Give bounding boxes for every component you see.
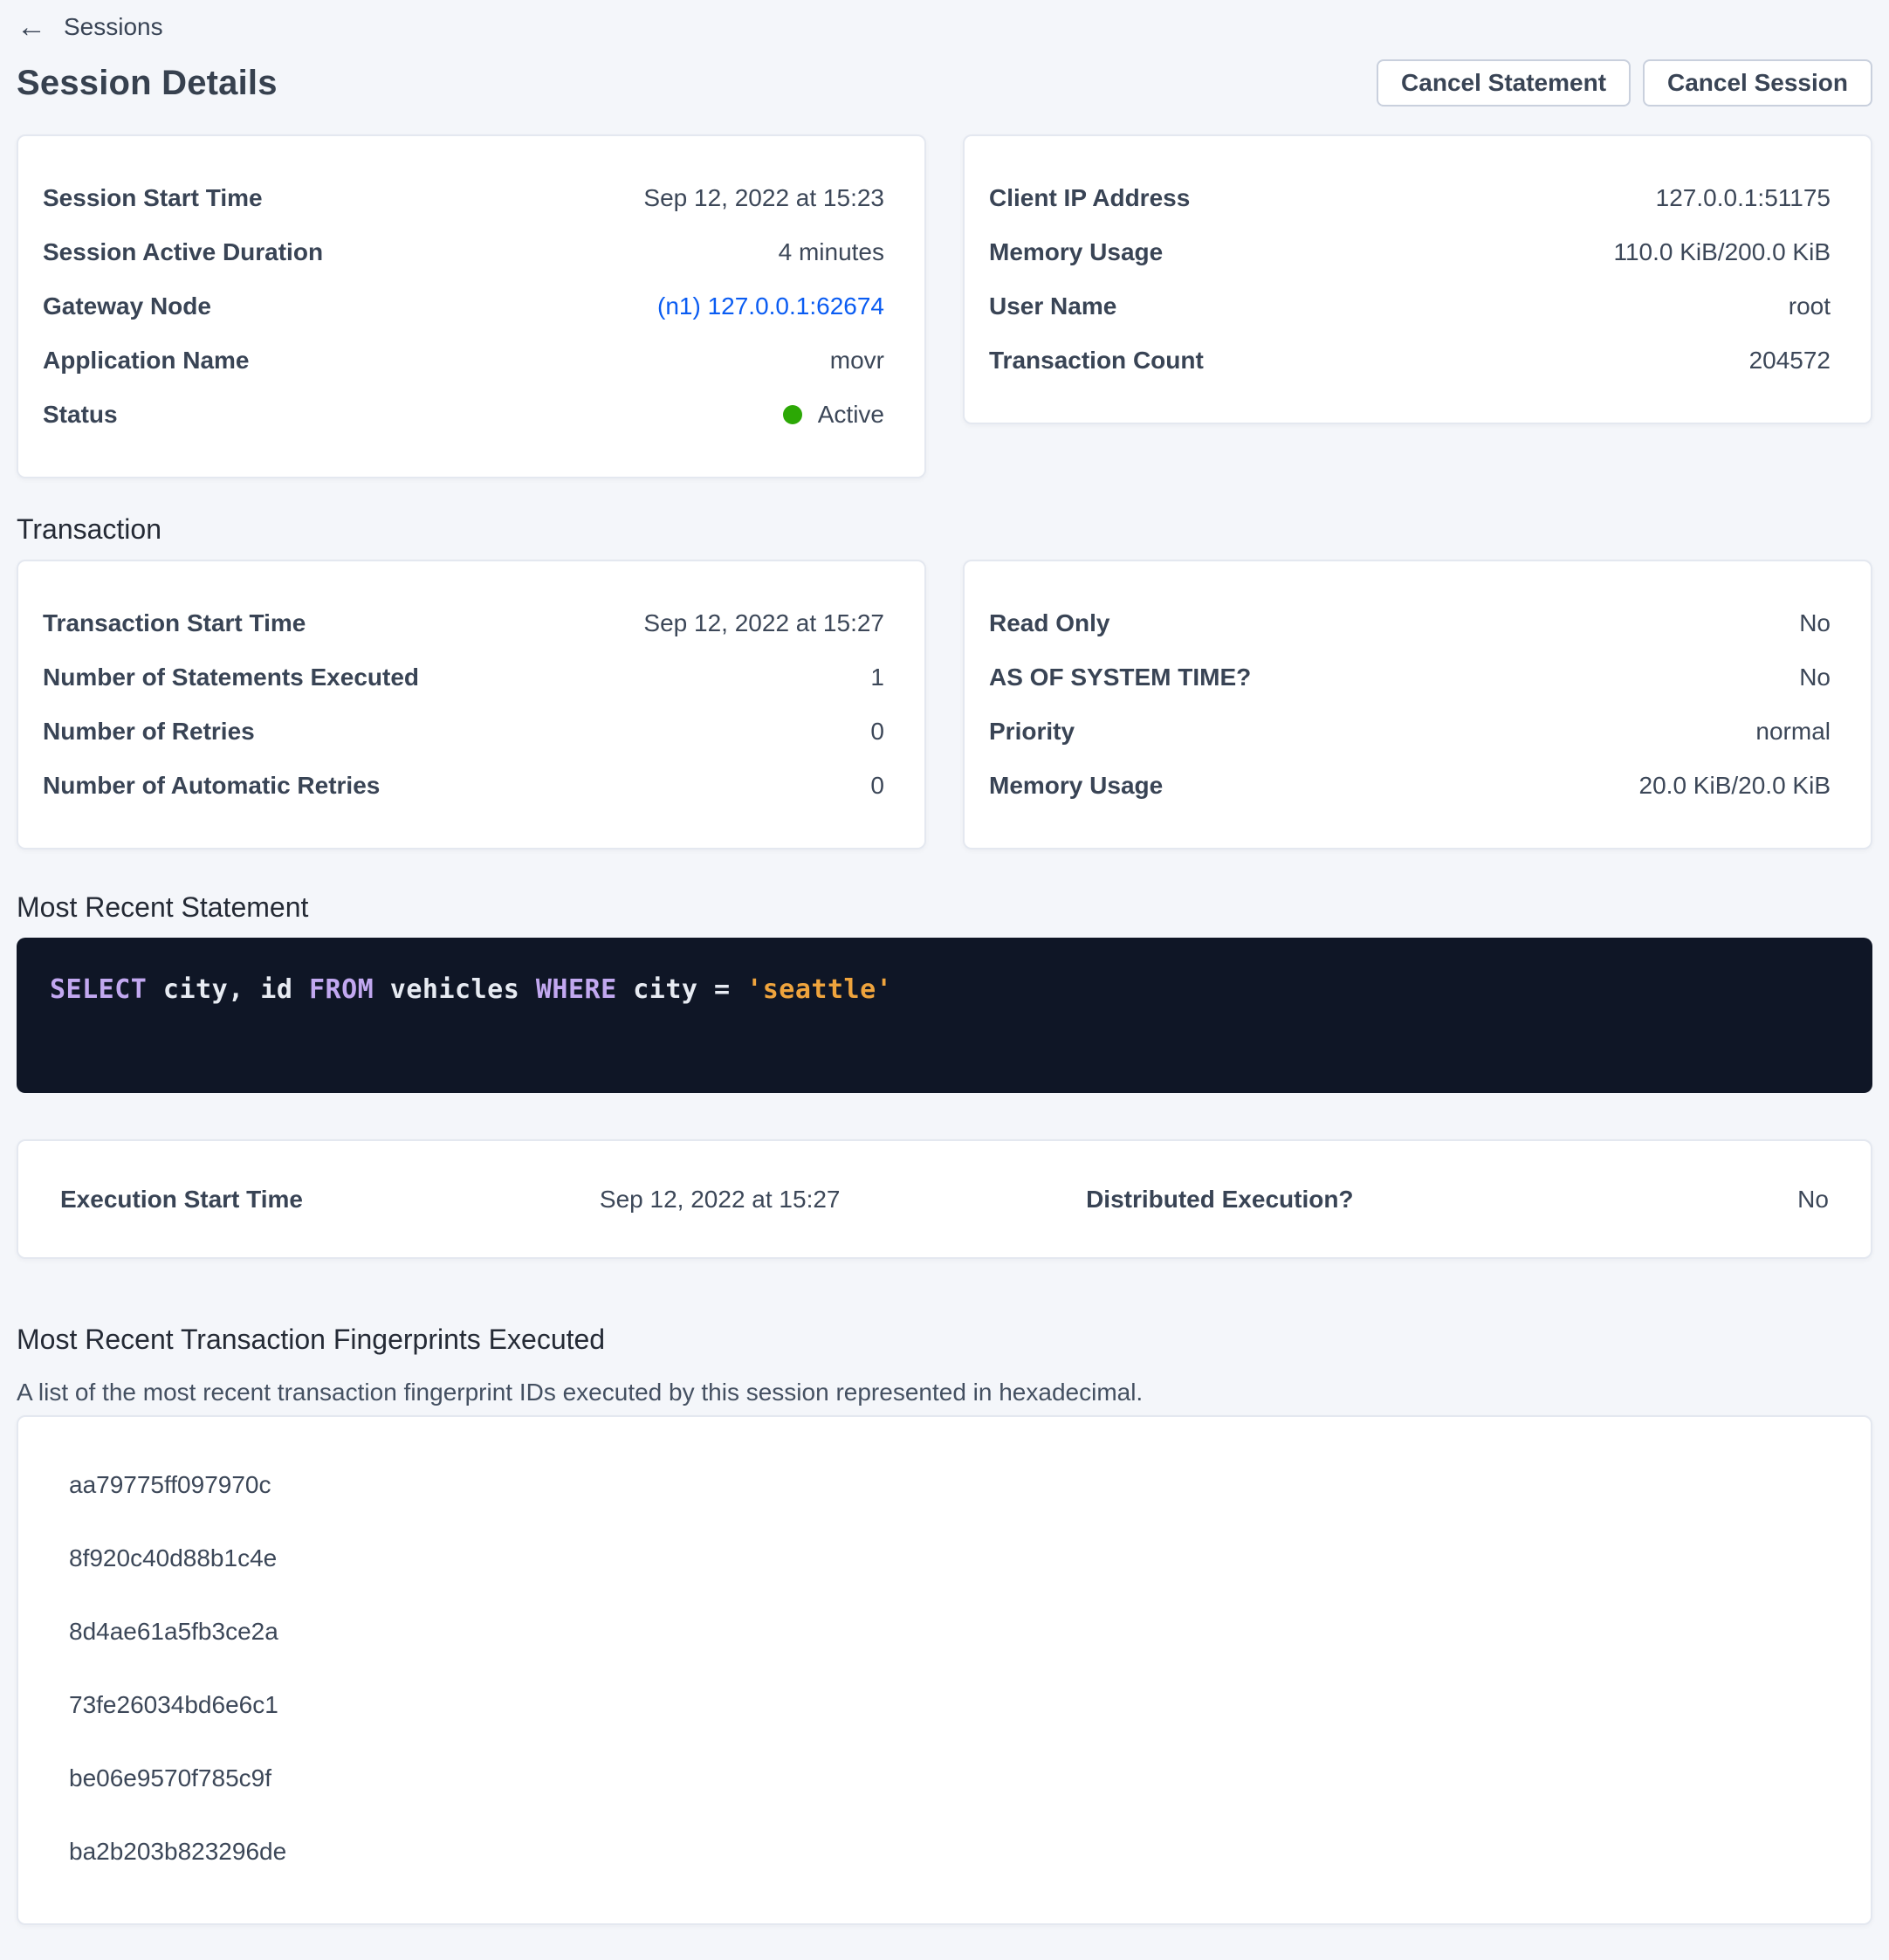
- execution-start-time-value: Sep 12, 2022 at 15:27: [599, 1185, 841, 1213]
- automatic-retries-row: [43, 759, 884, 813]
- fingerprint-item: aa79775ff097970c: [69, 1471, 271, 1498]
- txn-memory-usage-row: [989, 759, 1831, 813]
- row-label: Transaction Count: [989, 347, 1204, 374]
- priority-row: [989, 705, 1831, 759]
- row-value: movr: [829, 347, 884, 374]
- sql-text: vehicles: [374, 974, 536, 1005]
- retries-row: [43, 705, 884, 759]
- client-ip-row: [989, 171, 1831, 225]
- client-info-card: [963, 134, 1872, 424]
- memory-usage-row: [989, 225, 1831, 279]
- fingerprints-card: [17, 1415, 1872, 1925]
- distributed-execution-value: No: [1797, 1185, 1829, 1213]
- row-label: Number of Statements Executed: [43, 664, 419, 691]
- gateway-node-link[interactable]: (n1) 127.0.0.1:62674: [657, 292, 884, 320]
- transaction-right-card: [963, 560, 1872, 849]
- row-value: Sep 12, 2022 at 15:27: [643, 609, 884, 636]
- page-header: [17, 59, 1872, 107]
- back-link-label: Sessions: [64, 13, 163, 40]
- row-value: No: [1799, 664, 1831, 691]
- sql-string-literal: 'seattle': [746, 974, 893, 1005]
- session-info-card: [17, 134, 926, 478]
- fingerprint-item: 73fe26034bd6e6c1: [69, 1691, 278, 1718]
- header-actions: [1377, 59, 1872, 107]
- row-label: Status: [43, 401, 118, 428]
- fingerprint-item: 8f920c40d88b1c4e: [69, 1544, 278, 1571]
- row-value: normal: [1755, 718, 1831, 745]
- row-value: 4 minutes: [778, 238, 884, 265]
- execution-row: [60, 1186, 1829, 1214]
- row-label: User Name: [989, 292, 1117, 320]
- sql-keyword: SELECT: [50, 974, 148, 1005]
- execution-start-time-label: Execution Start Time: [60, 1185, 304, 1213]
- row-label: Priority: [989, 718, 1075, 745]
- row-label: AS OF SYSTEM TIME?: [989, 664, 1252, 691]
- row-value: 0: [870, 772, 884, 799]
- cancel-session-button[interactable]: Cancel Session: [1643, 59, 1872, 107]
- sql-keyword: WHERE: [535, 974, 617, 1005]
- row-value: Sep 12, 2022 at 15:23: [643, 184, 884, 211]
- statement-section-heading: Most Recent Statement: [17, 891, 309, 923]
- arrow-left-icon: ←: [17, 10, 46, 44]
- row-label: Client IP Address: [989, 184, 1191, 211]
- fingerprint-item: ba2b203b823296de: [69, 1838, 287, 1865]
- application-name-row: [43, 334, 884, 388]
- sql-text: city, id: [147, 974, 309, 1005]
- sql-keyword: FROM: [309, 974, 374, 1005]
- row-label: Session Active Duration: [43, 238, 324, 265]
- sql-statement-box: [17, 938, 1872, 1093]
- row-label: Application Name: [43, 347, 250, 374]
- gateway-node-row: [43, 279, 884, 334]
- statements-executed-row: [43, 650, 884, 705]
- row-label: Transaction Start Time: [43, 609, 306, 636]
- row-value: 127.0.0.1:51175: [1655, 184, 1831, 211]
- row-value: 20.0 KiB/20.0 KiB: [1638, 772, 1831, 799]
- status-text: Active: [817, 401, 884, 428]
- row-value: No: [1799, 609, 1831, 636]
- row-value: 110.0 KiB/200.0 KiB: [1613, 238, 1831, 265]
- session-active-duration-row: [43, 225, 884, 279]
- sql-text: city =: [616, 974, 747, 1005]
- page-title: Session Details: [17, 63, 278, 102]
- session-start-time-row: [43, 171, 884, 225]
- status-row: [43, 388, 884, 442]
- transaction-section-heading: Transaction: [17, 513, 161, 545]
- transaction-grid: [17, 560, 1872, 849]
- row-label: Memory Usage: [989, 772, 1164, 799]
- row-value: 204572: [1748, 347, 1831, 374]
- sql-statement: [50, 974, 1846, 1005]
- status-active-dot-icon: [783, 405, 802, 424]
- cancel-statement-button[interactable]: Cancel Statement: [1377, 59, 1631, 107]
- user-name-row: [989, 279, 1831, 334]
- distributed-execution-label: Distributed Execution?: [1086, 1185, 1354, 1213]
- status-badge: [783, 401, 884, 429]
- row-value: 1: [870, 664, 884, 691]
- transaction-count-row: [989, 334, 1831, 388]
- as-of-system-time-row: [989, 650, 1831, 705]
- session-summary-grid: [17, 134, 1872, 478]
- transaction-left-card: [17, 560, 926, 849]
- fingerprints-description: A list of the most recent transaction fingerprint IDs executed by this session represented in hexadecimal.: [17, 1379, 1144, 1406]
- fingerprint-item: be06e9570f785c9f: [69, 1764, 271, 1792]
- back-to-sessions-link[interactable]: [17, 9, 163, 42]
- row-label: Number of Retries: [43, 718, 255, 745]
- transaction-start-time-row: [43, 596, 884, 650]
- fingerprint-item: 8d4ae61a5fb3ce2a: [69, 1618, 278, 1645]
- read-only-row: [989, 596, 1831, 650]
- row-label: Session Start Time: [43, 184, 263, 211]
- fingerprints-section-heading: Most Recent Transaction Fingerprints Executed: [17, 1324, 606, 1355]
- row-value: root: [1788, 292, 1831, 320]
- execution-card: [17, 1139, 1872, 1259]
- row-value: 0: [870, 718, 884, 745]
- row-label: Memory Usage: [989, 238, 1164, 265]
- row-label: Gateway Node: [43, 292, 211, 320]
- row-label: Number of Automatic Retries: [43, 772, 381, 799]
- row-label: Read Only: [989, 609, 1110, 636]
